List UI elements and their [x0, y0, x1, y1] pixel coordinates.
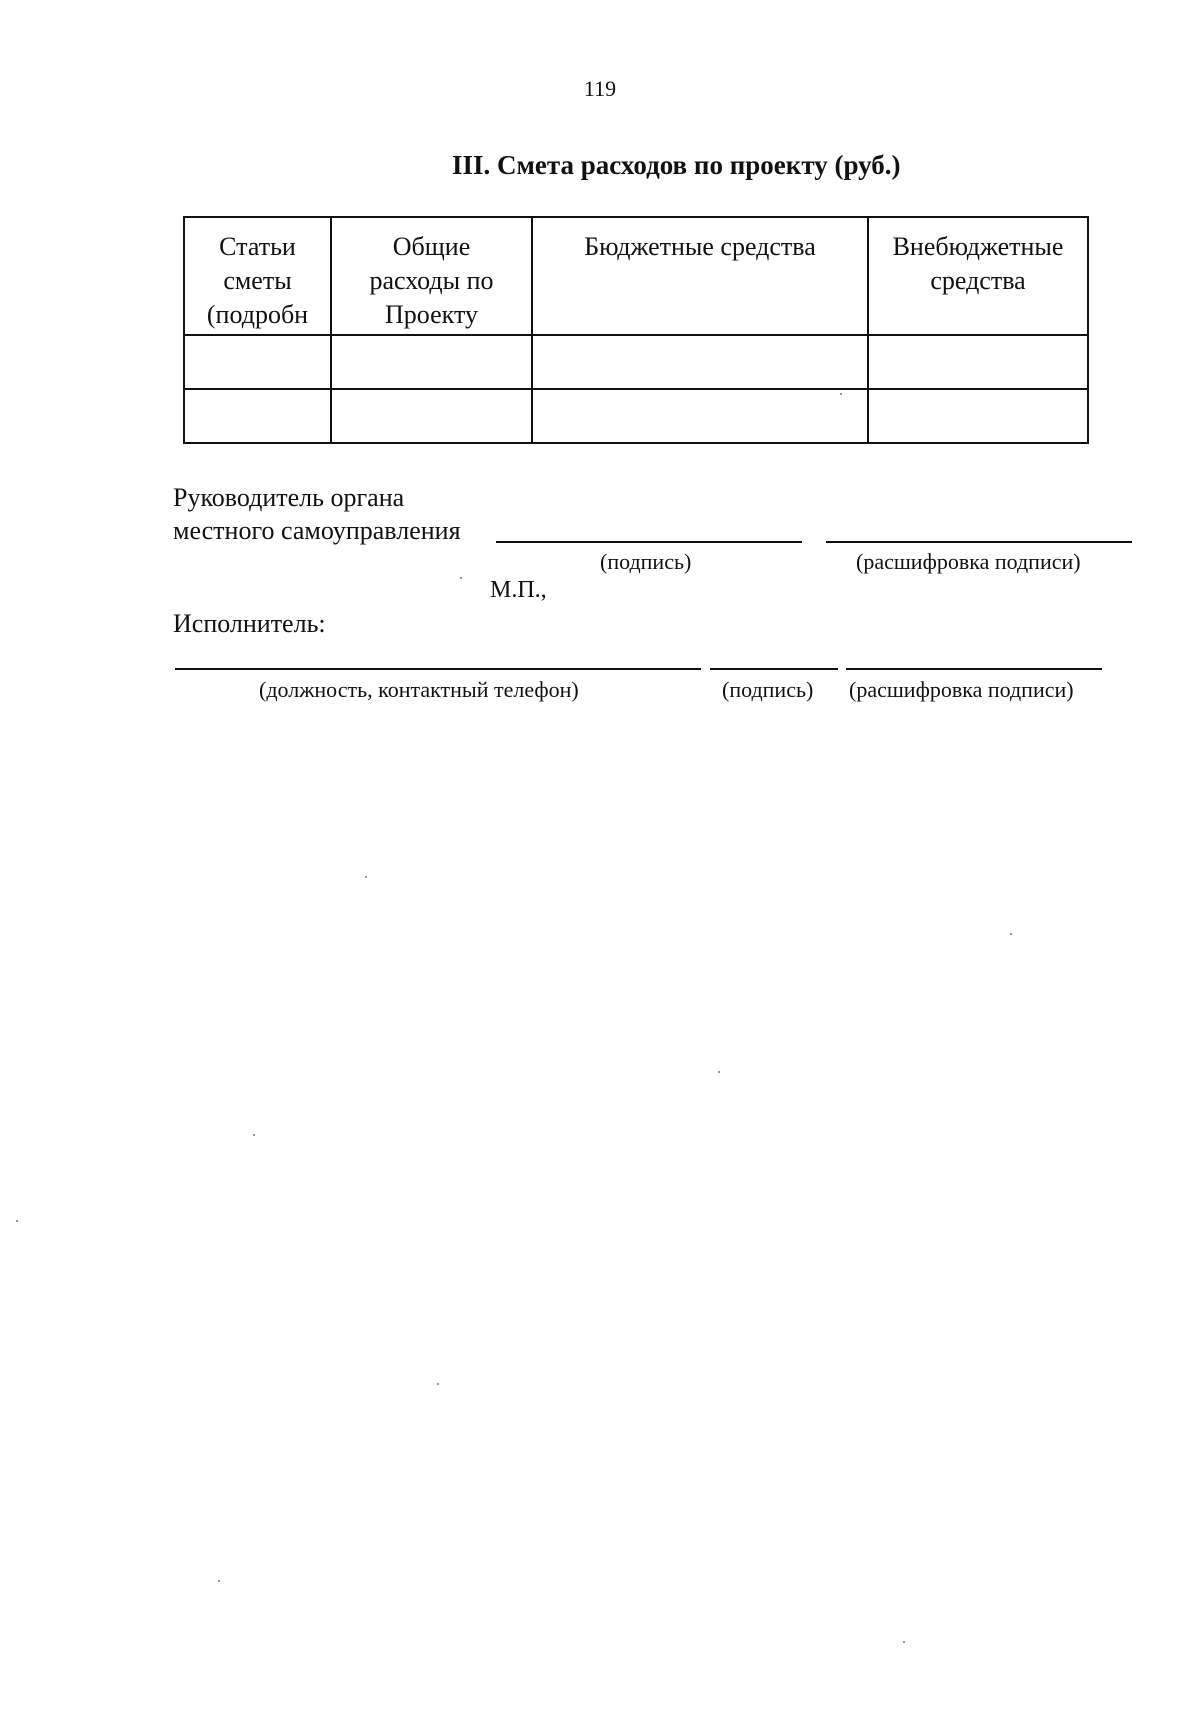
table-cell	[331, 389, 532, 443]
header-cell-budget	[532, 217, 868, 335]
scan-speck	[840, 393, 842, 395]
head-label-line2: местного самоуправления	[173, 516, 461, 545]
table-cell	[532, 389, 868, 443]
executor-decoding-line	[846, 668, 1102, 670]
scan-speck	[460, 577, 462, 579]
header-cell-items	[184, 217, 331, 335]
scan-speck	[903, 1641, 905, 1643]
page-number: 119	[583, 76, 617, 101]
scan-speck	[16, 1220, 18, 1222]
scan-speck	[253, 1134, 255, 1136]
header-label-total: Общие расходы по Проекту	[369, 232, 494, 329]
table-cell	[184, 389, 331, 443]
table-row	[184, 389, 1088, 443]
table-cell	[532, 335, 868, 389]
scan-speck	[218, 1580, 220, 1582]
scan-speck	[718, 1071, 720, 1073]
executor-decoding-caption: (расшифровка подписи)	[849, 677, 1074, 702]
scan-speck	[437, 1383, 439, 1385]
table-header-row	[184, 217, 1088, 335]
table-cell	[868, 389, 1088, 443]
head-label-line1: Руководитель органа	[173, 483, 405, 512]
table-cell	[868, 335, 1088, 389]
executor-position-line	[175, 668, 701, 670]
page-title: III. Смета расходов по проекту (руб.)	[452, 150, 901, 180]
head-signature-caption: (подпись)	[600, 549, 692, 574]
header-label-extrabudget: Внебюджетные средства	[892, 232, 1064, 295]
head-signature-line	[496, 541, 802, 543]
executor-label: Исполнитель:	[173, 609, 326, 638]
table-row	[184, 335, 1088, 389]
header-cell-total	[331, 217, 532, 335]
table-cell	[184, 335, 331, 389]
table-cell	[331, 335, 532, 389]
head-decoding-line	[826, 541, 1132, 543]
estimate-table	[183, 216, 1089, 444]
scan-speck	[365, 876, 367, 878]
seal-mark: М.П.,	[490, 577, 547, 603]
header-label-budget: Бюджетные средства	[584, 232, 816, 261]
head-decoding-caption: (расшифровка подписи)	[856, 549, 1081, 574]
header-cell-extrabudget	[868, 217, 1088, 335]
header-label-items: Статьи сметы (подробн	[206, 232, 309, 329]
scan-speck	[1010, 933, 1012, 935]
executor-signature-caption: (подпись)	[722, 677, 814, 702]
executor-position-caption: (должность, контактный телефон)	[259, 677, 579, 702]
executor-signature-line	[710, 668, 838, 670]
